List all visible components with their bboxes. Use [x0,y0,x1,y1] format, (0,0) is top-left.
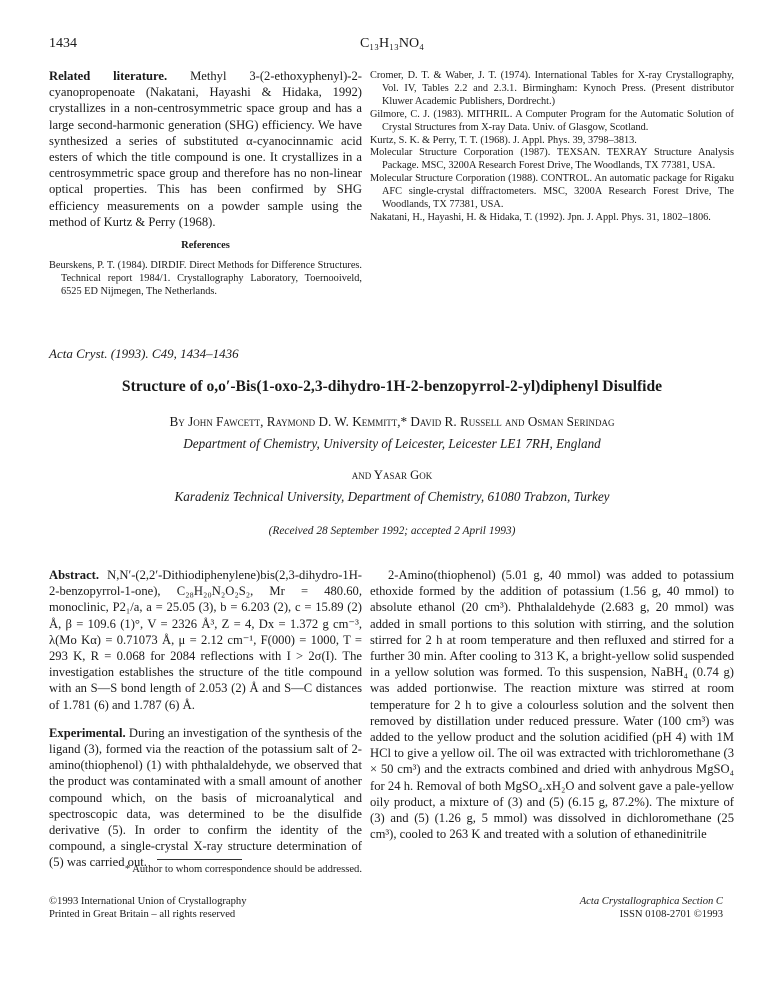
experimental-label: Experimental. [49,725,126,740]
top-left-column [49,68,362,299]
references-heading: References [181,240,230,252]
abstract-label: Abstract. [49,568,100,582]
copyright-line: ©1993 International Union of Crystallography [49,896,247,907]
reference-item: Molecular Structure Corporation (1988). CONTROL. An automatic package for Rigaku AFC single-crystal diffractometers. MSC, 3200A Research Forest Drive, The Woodlands, TX 77381, USA. [370,173,734,211]
article-title: Structure of o,o′-Bis(1-oxo-2,3-dihydro-1H-2-benzopyrrol-2-yl)diphenyl Disulfide [121,378,663,395]
abstract-paragraph [49,567,362,713]
journal-footer [580,896,723,921]
reference-item: Kurtz, S. K. & Perry, T. T. (1968). J. Appl. Phys. 39, 3798–3813. [370,134,637,146]
main-right-column [370,567,734,842]
reference-item: Molecular Structure Corporation (1987). TEXSAN. TEXRAY Structure Analysis Package. MSC, 3200A Research Forest Drive, The Woodlands, TX 77381, USA. [370,147,734,172]
reference-item: Nakatani, H., Hayashi, H. & Hidaka, T. (1992). Jpn. J. Appl. Phys. 31, 1802–1806. [370,211,711,223]
experimental-paragraph [49,725,362,871]
page-number: 1434 [49,36,77,51]
journal-section: Acta Crystallographica Section C [579,896,723,907]
top-right-references [370,70,734,225]
author-list: By John Fawcett, Raymond D. W. Kemmitt,* David R. Russell and Osman Serindag [169,414,615,429]
printed-line: Printed in Great Britain – all rights reserved [49,908,236,920]
footnote-rule [157,859,242,860]
journal-citation: Acta Cryst. (1993). C49, 1434–1436 [49,346,239,361]
related-literature [49,68,362,230]
affiliation-leicester: Department of Chemistry, University of Leicester, Leicester LE1 7RH, England [183,436,601,451]
copyright-block [49,896,247,921]
related-literature-label: Related literature. [49,69,168,83]
affiliation-karadeniz: Karadeniz Technical University, Department of Chemistry, 61080 Trabzon, Turkey [174,489,610,504]
issn-line: ISSN 0108-2701 ©1993 [619,908,723,920]
additional-author: and Yasar Gok [351,468,433,482]
experimental-text: During an investigation of the synthesis of the ligand (3), formed via the reaction of the potassium salt of 2-amino(thiophenol) (1) with phthalaldehyde, we observed that the product was contaminated with a small amount of another compound which, on the basis of microanalytical and spectroscopic data, was determined to be the disulfide derivative (5). In order to confirm the identity of the compound, a single-crystal X-ray structure determination of (5) was carried out. [49,725,362,870]
running-head-formula: C₁₃H₁₃NO₄ [359,36,425,51]
reference-item: Beurskens, P. T. (1984). DIRDIF. Direct Methods for Difference Structures. Technical report 1984/1. Crystallography Laboratory, Toernooiveld, 6525 ED Nijmegen, The Netherlands. [49,260,362,298]
main-left-column [49,567,362,871]
related-literature-text: Methyl 3-(2-ethoxyphenyl)-2-cyanopropenoate (Nakatani, Hayashi & Hidaka, 1992) crystallizes in a non-centrosymmetric space group and has a large second-harmonic generation (SHG) efficiency. We have synthesized a series of substituted α-cyanocinnamic acid esters of which the title compound is one. It crystallizes in a centrosymmetric space group and therefore has no non-linear optical properties. This has been confirmed by SHG efficiency measurements on a powder sample using the method of Kurtz & Perry (1968). [49,69,362,229]
reference-item: Gilmore, C. J. (1983). MITHRIL. A Computer Program for the Automatic Solution of Crystal Structures from X-ray Data. Univ. of Glasgow, Scotland. [370,108,734,133]
received-dates: (Received 28 September 1992; accepted 2 April 1993) [268,525,516,537]
reference-item: Cromer, D. T. & Waber, J. T. (1974). International Tables for X-ray Crystallography, Vol. IV, Tables 2.2 and 2.3.1. Birmingham: Kynoch Press. (Present distributor Kluwer Academic Publishers, Dordrecht.) [370,70,734,107]
correspondence-footnote: * Author to whom correspondence should be addressed. [124,864,362,875]
abstract-text: N,N′-(2,2′-Dithiodiphenylene)bis(2,3-dihydro-1H-2-benzopyrrol-1-one), C₂₈H₂₀N₂O₂S₂, Mr = 480.60, monoclinic, P2₁/a, a = 25.05 (3), b = 6.203 (2), c = 15.89 (2) Å, β = 109.6 (1)°, V = 2326 Å³, Z = 4, Dx = 1.372 g cm⁻³, λ(Mo Kα) = 0.71073 Å, μ = 2.12 cm⁻¹, F(000) = 1000, T = 293 K, R = 0.068 for 2084 reflections with I > 2σ(I). The investigation establishes the structure of the title compound with an S—S bond length of 2.053 (2) Å and S—C distances of 1.781 (6) and 1.787 (6) Å. [49,568,362,712]
synthesis-paragraph: 2-Amino(thiophenol) (5.01 g, 40 mmol) was added to potassium ethoxide formed by the addition of potassium (1.56 g, 40 mmol) to absolute ethanol (20 cm³). Phthalaldehyde (2.683 g, 20 mmol) was added in small portions to this solution with stirring, and the solution stirred for 2 h at room temperature and then refluxed and stirred for a further 30 min. After cooling to 313 K, a bright-yellow solid suspended in a yellow solution was formed. To this suspension, NaBH₄ (0.74 g) was added portionwise. The reaction mixture was stirred at room temperature for 2 h to give a colourless solution and the solvent then removed by distillation under reduced pressure. Water (100 cm³) was added to the yellow product and the solution acidified (pH 4) with 1M HCl to give a yellow oil. The oil was extracted with trichloromethane (3 × 50 cm³) and the extracts combined and dried with anhydrous MgSO₄ for 24 h. Removal of both MgSO₄.xH₂O and solvent gave a pale-yellow oily product, a mixture of (3) and (5) (6.15 g, 87.2%). The mixture of (3) and (5) (1.26 g, 5 mmol) was dissolved in dichloromethane (25 cm³), cooled to 263 K and treated with a solution of ethanedinitrile [370,568,734,842]
